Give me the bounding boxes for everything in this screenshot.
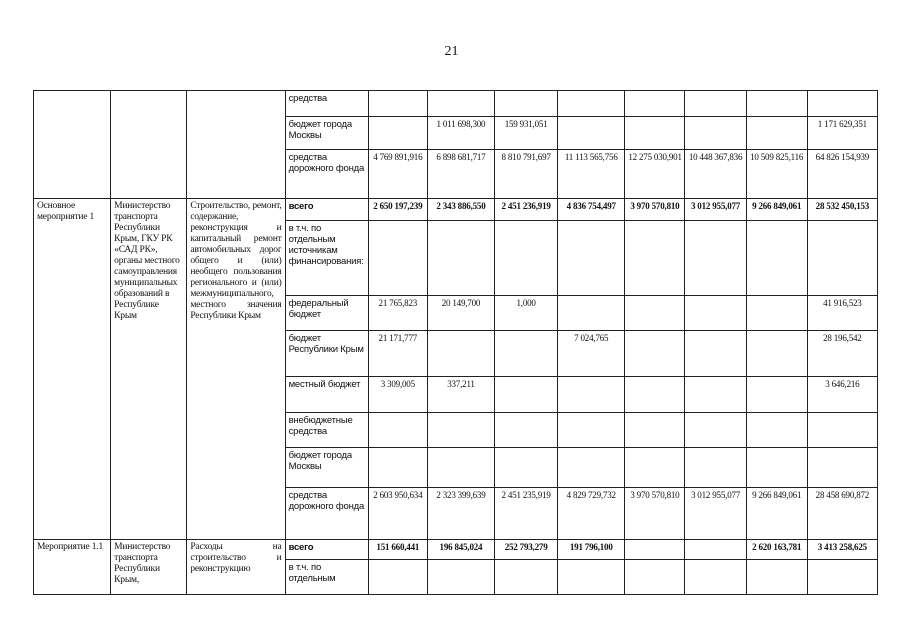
value-cell [427, 448, 494, 488]
table-row [34, 540, 878, 560]
executor-cell: Министерство транспорта Республики Крым, [111, 540, 187, 595]
value-cell: 3 012 955,077 [685, 488, 746, 540]
value-cell: 10 448 367,836 [685, 150, 746, 199]
value-cell [746, 296, 807, 331]
value-cell: 2 323 399,639 [427, 488, 494, 540]
value-cell: 10 509 825,116 [746, 150, 807, 199]
value-cell [685, 117, 746, 150]
value-cell [558, 413, 625, 448]
description-cell: Расходы на строительство и реконструкцию [187, 540, 285, 595]
value-cell [746, 331, 807, 377]
value-cell [558, 448, 625, 488]
value-cell: 12 275 030,901 [625, 150, 685, 199]
table-row [34, 199, 878, 221]
value-cell [625, 540, 685, 560]
value-cell: 41 916,523 [807, 296, 877, 331]
value-cell: 1 011 698,300 [427, 117, 494, 150]
value-cell: 3 413 258,625 [807, 540, 877, 560]
value-cell: 2 343 886,550 [427, 199, 494, 221]
value-cell [807, 448, 877, 488]
source-cell: федеральный бюджет [285, 296, 368, 331]
budget-table [33, 90, 878, 595]
value-cell [558, 221, 625, 296]
value-cell [746, 377, 807, 413]
value-cell [625, 413, 685, 448]
source-cell: внебюджетные средства [285, 413, 368, 448]
value-cell [495, 221, 558, 296]
value-cell [427, 560, 494, 595]
value-cell [685, 540, 746, 560]
value-cell: 1 171 629,351 [807, 117, 877, 150]
value-cell [368, 448, 427, 488]
value-cell: 2 650 197,239 [368, 199, 427, 221]
value-cell [427, 91, 494, 117]
value-cell: 2 451 236,919 [495, 199, 558, 221]
value-cell: 8 810 791,697 [495, 150, 558, 199]
value-cell: 4 829 729,732 [558, 488, 625, 540]
value-cell [368, 91, 427, 117]
value-cell: 1,000 [495, 296, 558, 331]
description-cell [187, 91, 285, 199]
table-row [34, 91, 878, 117]
source-cell: бюджет города Москвы [285, 117, 368, 150]
value-cell [746, 117, 807, 150]
value-cell [685, 377, 746, 413]
value-cell: 7 024,765 [558, 331, 625, 377]
value-cell [625, 296, 685, 331]
value-cell [625, 377, 685, 413]
value-cell [807, 221, 877, 296]
value-cell [685, 331, 746, 377]
value-cell [558, 117, 625, 150]
value-cell [495, 377, 558, 413]
page-number: 21 [444, 44, 459, 59]
value-cell [625, 117, 685, 150]
value-cell [685, 296, 746, 331]
value-cell: 28 532 450,153 [807, 199, 877, 221]
value-cell: 191 796,100 [558, 540, 625, 560]
value-cell [746, 560, 807, 595]
value-cell: 28 196,542 [807, 331, 877, 377]
source-cell: средства дорожного фонда [285, 488, 368, 540]
name-cell: Мероприятие 1.1 [34, 540, 111, 595]
value-cell: 2 620 163,781 [746, 540, 807, 560]
value-cell [427, 331, 494, 377]
value-cell [746, 91, 807, 117]
value-cell: 11 113 565,756 [558, 150, 625, 199]
name-cell: Основное мероприятие 1 [34, 199, 111, 540]
value-cell: 64 826 154,939 [807, 150, 877, 199]
value-cell: 3 309,005 [368, 377, 427, 413]
value-cell: 3 646,216 [807, 377, 877, 413]
source-cell: местный бюджет [285, 377, 368, 413]
value-cell [625, 91, 685, 117]
value-cell [746, 221, 807, 296]
value-cell [368, 117, 427, 150]
value-cell: 21 171,777 [368, 331, 427, 377]
value-cell [685, 221, 746, 296]
value-cell: 6 898 681,717 [427, 150, 494, 199]
value-cell [625, 560, 685, 595]
value-cell: 159 931,051 [495, 117, 558, 150]
value-cell [685, 413, 746, 448]
source-cell: всего [285, 540, 368, 560]
value-cell: 3 970 570,810 [625, 488, 685, 540]
name-cell [34, 91, 111, 199]
value-cell [807, 91, 877, 117]
value-cell: 2 603 950,634 [368, 488, 427, 540]
executor-cell: Министерство транспорта Республики Крым, ГКУ РК «САД РК», органы местного самоуправления муниципальных образований в Республике Крым [111, 199, 187, 540]
value-cell [807, 413, 877, 448]
value-cell: 28 458 690,872 [807, 488, 877, 540]
value-cell: 9 266 849,061 [746, 199, 807, 221]
value-cell [368, 560, 427, 595]
value-cell [427, 221, 494, 296]
value-cell [495, 331, 558, 377]
value-cell [807, 560, 877, 595]
value-cell: 4 836 754,497 [558, 199, 625, 221]
value-cell [746, 448, 807, 488]
value-cell [625, 448, 685, 488]
source-cell: средства [285, 91, 368, 117]
value-cell [685, 448, 746, 488]
value-cell: 2 451 235,919 [495, 488, 558, 540]
source-cell: бюджет Республики Крым [285, 331, 368, 377]
value-cell [746, 413, 807, 448]
value-cell [558, 91, 625, 117]
value-cell [558, 377, 625, 413]
source-cell: бюджет города Москвы [285, 448, 368, 488]
value-cell: 151 660,441 [368, 540, 427, 560]
value-cell: 3 970 570,810 [625, 199, 685, 221]
value-cell [368, 221, 427, 296]
source-cell: в т.ч. по отдельным [285, 560, 368, 595]
value-cell [368, 413, 427, 448]
executor-cell [111, 91, 187, 199]
source-cell: в т.ч. по отдельным источникам финансирования: [285, 221, 368, 296]
value-cell [558, 560, 625, 595]
value-cell [495, 91, 558, 117]
value-cell: 4 769 891,916 [368, 150, 427, 199]
value-cell: 196 845,024 [427, 540, 494, 560]
value-cell [495, 560, 558, 595]
value-cell [625, 331, 685, 377]
value-cell [427, 413, 494, 448]
value-cell: 3 012 955,077 [685, 199, 746, 221]
value-cell: 252 793,279 [495, 540, 558, 560]
value-cell [558, 296, 625, 331]
value-cell [495, 448, 558, 488]
value-cell: 20 149,700 [427, 296, 494, 331]
source-cell: всего [285, 199, 368, 221]
value-cell [625, 221, 685, 296]
value-cell: 337,211 [427, 377, 494, 413]
value-cell [495, 413, 558, 448]
value-cell [685, 560, 746, 595]
value-cell: 9 266 849,061 [746, 488, 807, 540]
value-cell [685, 91, 746, 117]
source-cell: средства дорожного фонда [285, 150, 368, 199]
description-cell: Строительство, ремонт, содержание, реконструкция и капитальный ремонт автомобильных дорог общего и (или) необщего пользования регионального и (или) межмуниципального, местного значения Республики Крым [187, 199, 285, 540]
value-cell: 21 765,823 [368, 296, 427, 331]
